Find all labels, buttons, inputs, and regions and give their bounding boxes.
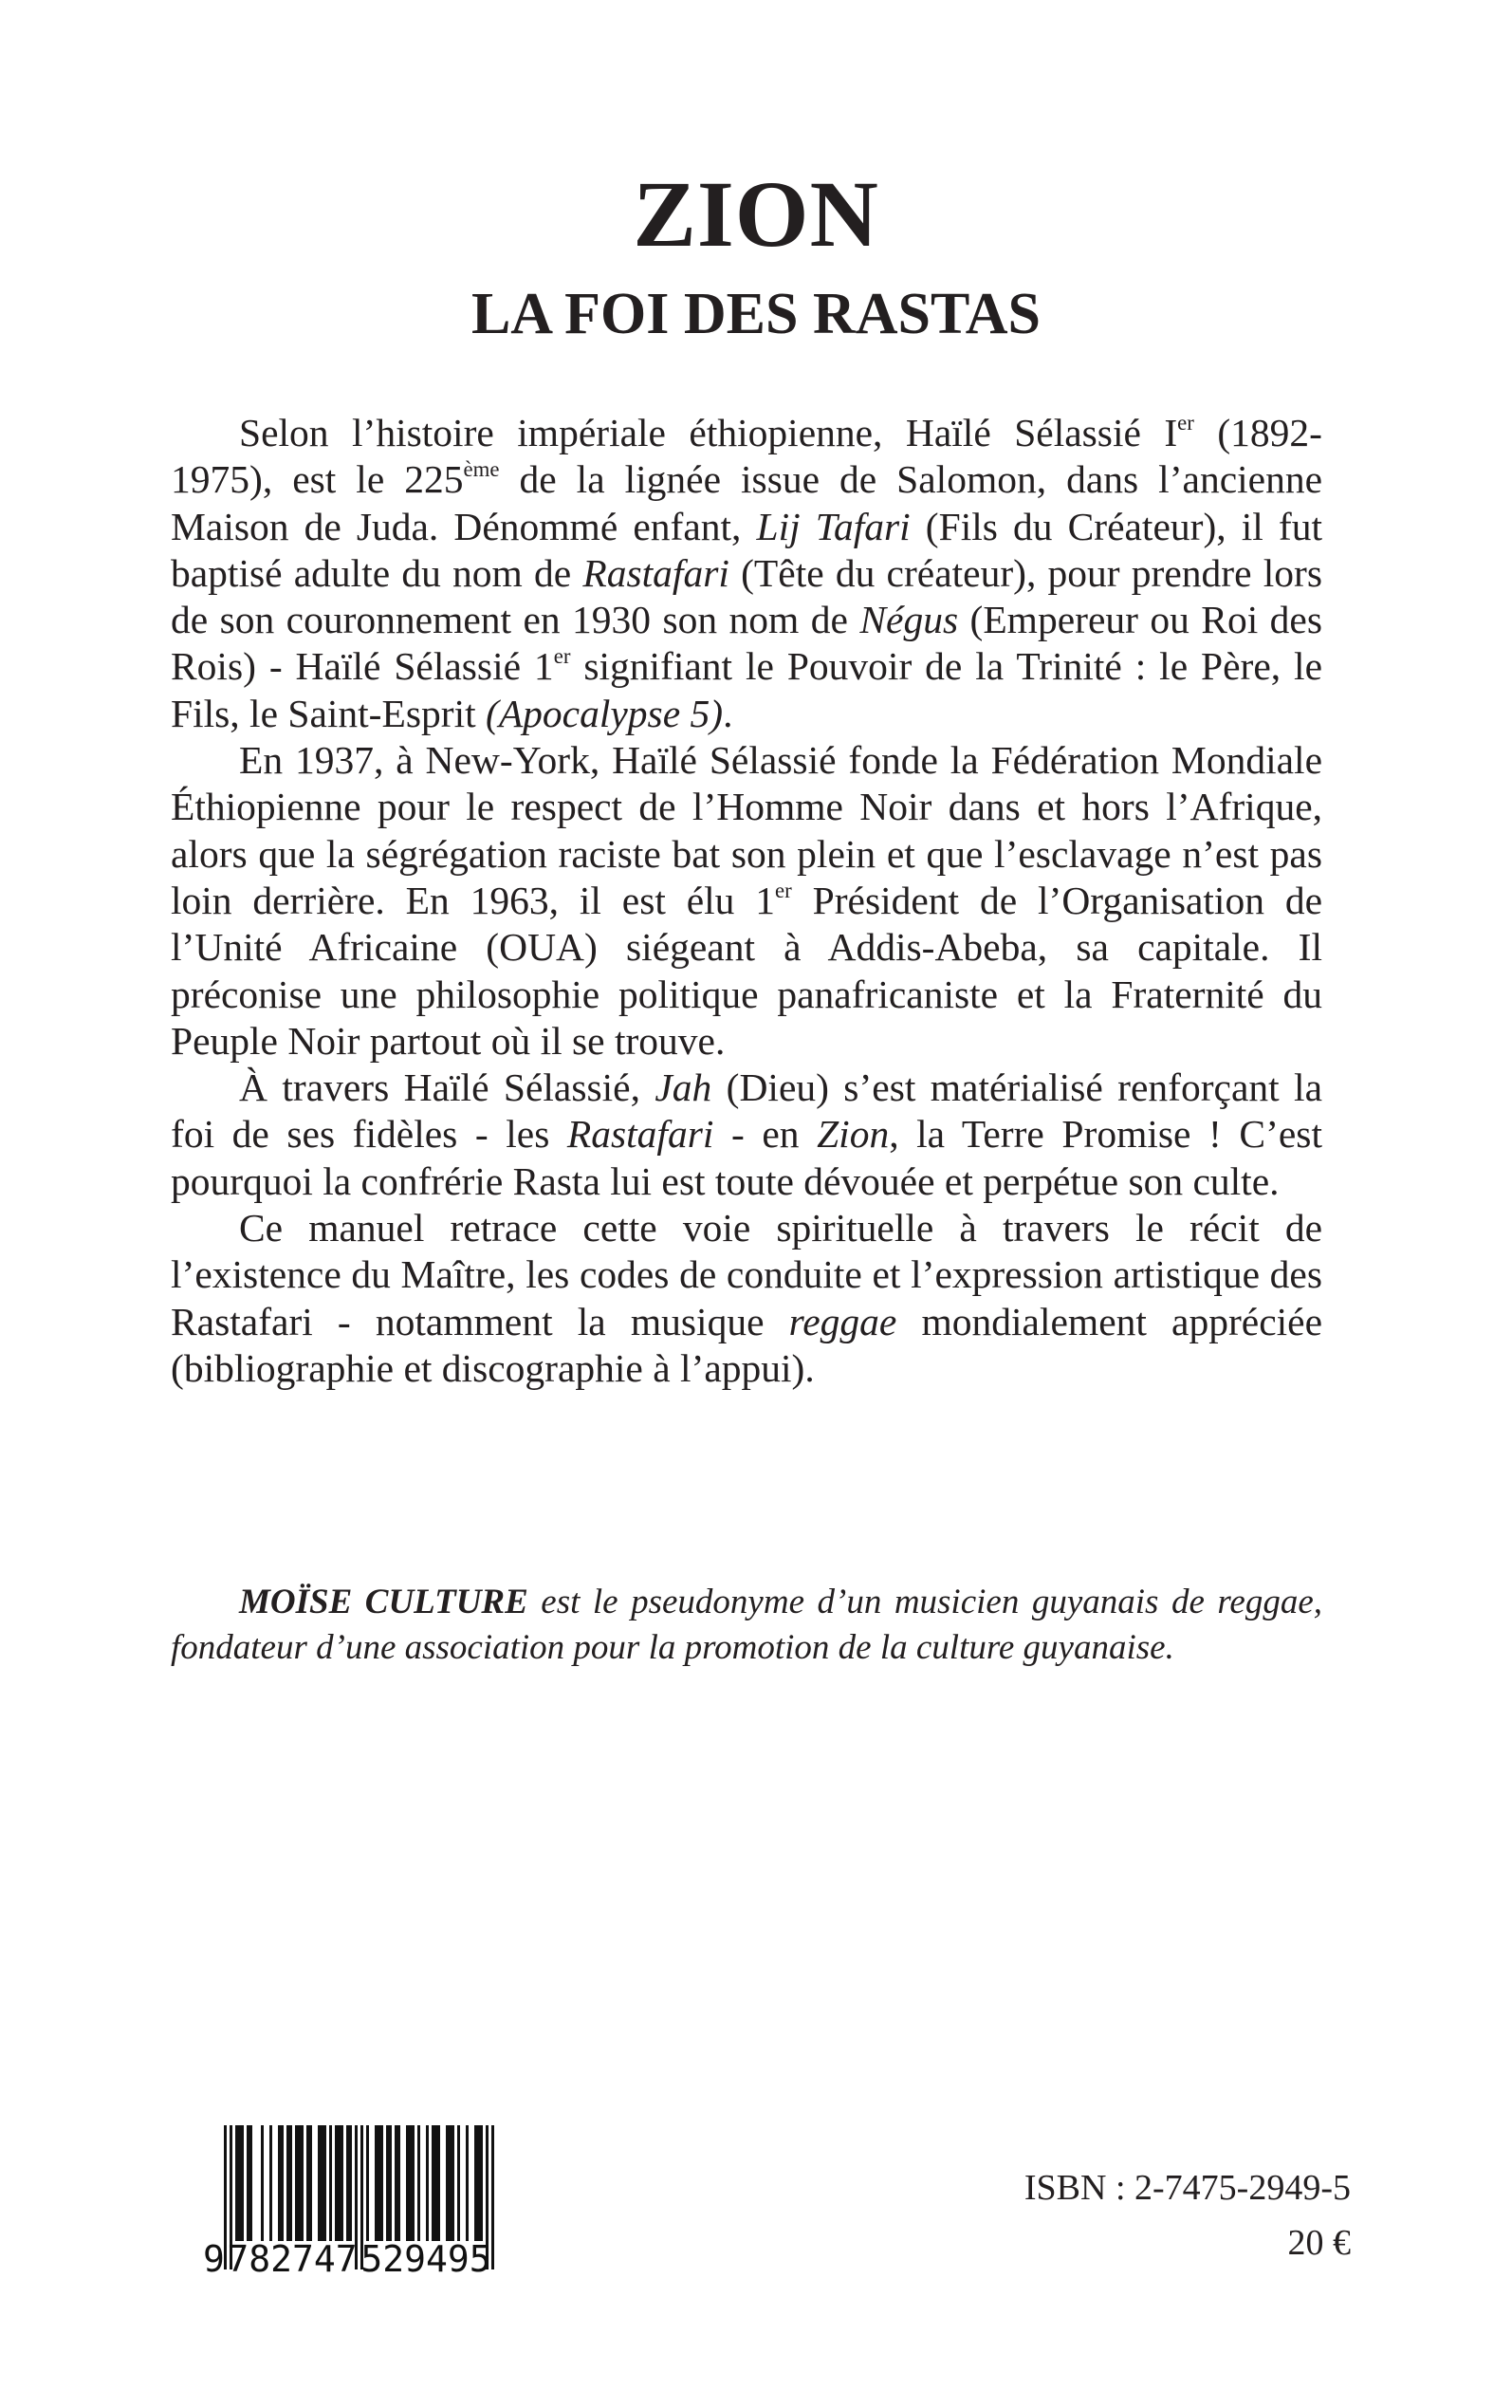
barcode-bar <box>338 2125 341 2241</box>
barcode-bar <box>474 2125 477 2241</box>
barcode-bar <box>457 2125 460 2241</box>
barcode-bar <box>269 2125 272 2241</box>
barcode-bar <box>298 2125 301 2241</box>
barcode-bar <box>480 2125 483 2241</box>
text-run: signifiant le Pouvoir de la Trinité : le Père, le Fils, le Saint-Esprit <box>171 644 1322 735</box>
superscript: er <box>775 878 792 902</box>
barcode-bar <box>397 2125 400 2241</box>
blurb-paragraph <box>171 410 1322 737</box>
barcode-bar <box>426 2125 429 2241</box>
barcode-bar <box>278 2125 281 2241</box>
superscript: ème <box>463 457 500 482</box>
text-run: Président de l’Organisation de l’Unité Africaine (OUA) siégeant à Addis-Abeba, sa capitale. Il préconise une philosophie politique panafricaniste et la Fraternité du Peuple Noir partout où il se trouve. <box>171 878 1322 1063</box>
text-run: Ce manuel retrace cette voie spirituelle à travers le récit de l’existence du Maître, les codes de conduite et l’expression artistique des Rastafari - notamment la musique <box>171 1206 1322 1343</box>
barcode-bar <box>449 2125 452 2241</box>
barcode-bar <box>335 2125 338 2241</box>
italic-text: Jah <box>655 1065 712 1110</box>
barcode-bar <box>323 2125 326 2241</box>
text-run: Selon l’histoire impériale éthiopienne, Haïlé Sélassié I <box>239 411 1178 454</box>
superscript: er <box>1177 410 1194 435</box>
barcode-bar <box>286 2125 289 2241</box>
barcode-bar <box>412 2125 415 2241</box>
book-subtitle: LA FOI DES RASTAS <box>470 282 1042 346</box>
barcode-bar <box>409 2125 412 2241</box>
barcode-bar <box>477 2125 480 2241</box>
barcode-bar <box>238 2125 241 2241</box>
barcode-bar <box>375 2125 378 2241</box>
text-run: . <box>723 691 733 735</box>
text-run: À travers Haïlé Sélassié, <box>239 1065 655 1110</box>
barcode-bar <box>321 2125 323 2241</box>
barcode-bar <box>386 2125 389 2241</box>
barcode <box>201 2125 528 2277</box>
barcode-bar <box>289 2125 292 2241</box>
barcode-bar <box>432 2125 434 2241</box>
barcode-bar <box>346 2125 349 2241</box>
author-name: MOÏSE CULTURE <box>239 1583 528 1621</box>
barcode-bar <box>491 2125 494 2269</box>
barcode-bar <box>395 2125 397 2241</box>
text-run: (Dieu) s’est matérialisé renforçant la foi de ses fidèles - les <box>171 1065 1322 1157</box>
barcode-bar <box>366 2125 369 2241</box>
isbn: ISBN : 2-7475-2949-5 <box>1023 2168 1351 2208</box>
text-run: mondialement appréciée (bibliographie et discographie à l’appui). <box>171 1299 1322 1390</box>
barcode-bar <box>349 2125 352 2241</box>
text-run: - en <box>713 1112 818 1157</box>
barcode-bar <box>309 2125 312 2241</box>
barcode-bar <box>437 2125 440 2241</box>
barcode-bar <box>452 2125 454 2241</box>
superscript: er <box>553 644 571 669</box>
blurb-paragraph <box>171 1205 1322 1392</box>
italic-text: Lij Tafari <box>756 504 911 548</box>
text-run: , la Terre Promise ! C’est pourquoi la confrérie Rasta lui est toute dévouée et perpétue son culte. <box>171 1112 1322 1203</box>
barcode-bar <box>380 2125 383 2241</box>
italic-text: (Apocalypse 5) <box>486 691 724 735</box>
blurb-paragraph <box>171 1065 1322 1205</box>
text-run: (Empereur ou Roi des Rois) - Haïlé Sélassié 1 <box>171 598 1322 689</box>
text-run: En 1937, à New-York, Haïlé Sélassié fonde la Fédération Mondiale Éthiopienne pour le respect de l’Homme Noir dans et hors l’Afrique, alors que la ségrégation raciste bat son plein et que l’esclavage n’est pas loin derrière. En 1963, il est élu 1 <box>171 738 1322 922</box>
barcode-bar <box>241 2125 244 2241</box>
barcode-bar <box>389 2125 392 2241</box>
italic-text: Rastafari <box>582 550 729 595</box>
italic-text: Rastafari <box>566 1112 714 1157</box>
barcode-bar <box>417 2125 420 2241</box>
barcode-bar <box>249 2125 252 2241</box>
barcode-bar <box>341 2125 343 2241</box>
italic-text: reggae <box>788 1299 897 1343</box>
barcode-bar <box>406 2125 409 2241</box>
text-run: (Fils du Créateur), il fut baptisé adulte du nom de <box>171 504 1322 595</box>
barcode-bar <box>318 2125 321 2241</box>
barcode-bar <box>281 2125 284 2241</box>
author-bio <box>171 1580 1322 1670</box>
back-cover-blurb <box>171 410 1322 1392</box>
barcode-bar <box>446 2125 449 2241</box>
barcode-bar <box>301 2125 304 2241</box>
text-run: (1892-1975), est le 225 <box>171 411 1323 502</box>
barcode-bar <box>466 2125 469 2241</box>
blurb-paragraph <box>171 737 1322 1065</box>
barcode-digits: 529495 <box>360 2238 491 2277</box>
barcode-digits: 782747 <box>227 2238 358 2277</box>
price: 20 € <box>1287 2223 1351 2263</box>
text-run: de la lignée issue de Salomon, dans l’ancienne Maison de Juda. Dénommé enfant, <box>171 457 1322 548</box>
text-run: (Tête du créateur), pour prendre lors de son couronnement en 1930 son nom de <box>171 550 1322 642</box>
barcode-bar <box>378 2125 380 2241</box>
barcode-bar <box>434 2125 437 2241</box>
italic-text: Zion <box>817 1112 890 1157</box>
barcode-bar <box>295 2125 298 2241</box>
barcode-digits: 9 <box>203 2238 225 2277</box>
barcode-bar <box>235 2125 238 2241</box>
barcode-bar <box>261 2125 264 2241</box>
barcode-bar <box>247 2125 249 2241</box>
barcode-bar <box>329 2125 332 2241</box>
italic-text: Négus <box>859 598 959 642</box>
book-title: ZION <box>633 161 879 267</box>
barcode-bar <box>306 2125 309 2241</box>
author-bio-text: est le pseudonyme d’un musicien guyanais de reggae, fondateur d’une association pour la promotion de la culture guyanaise. <box>171 1583 1322 1667</box>
